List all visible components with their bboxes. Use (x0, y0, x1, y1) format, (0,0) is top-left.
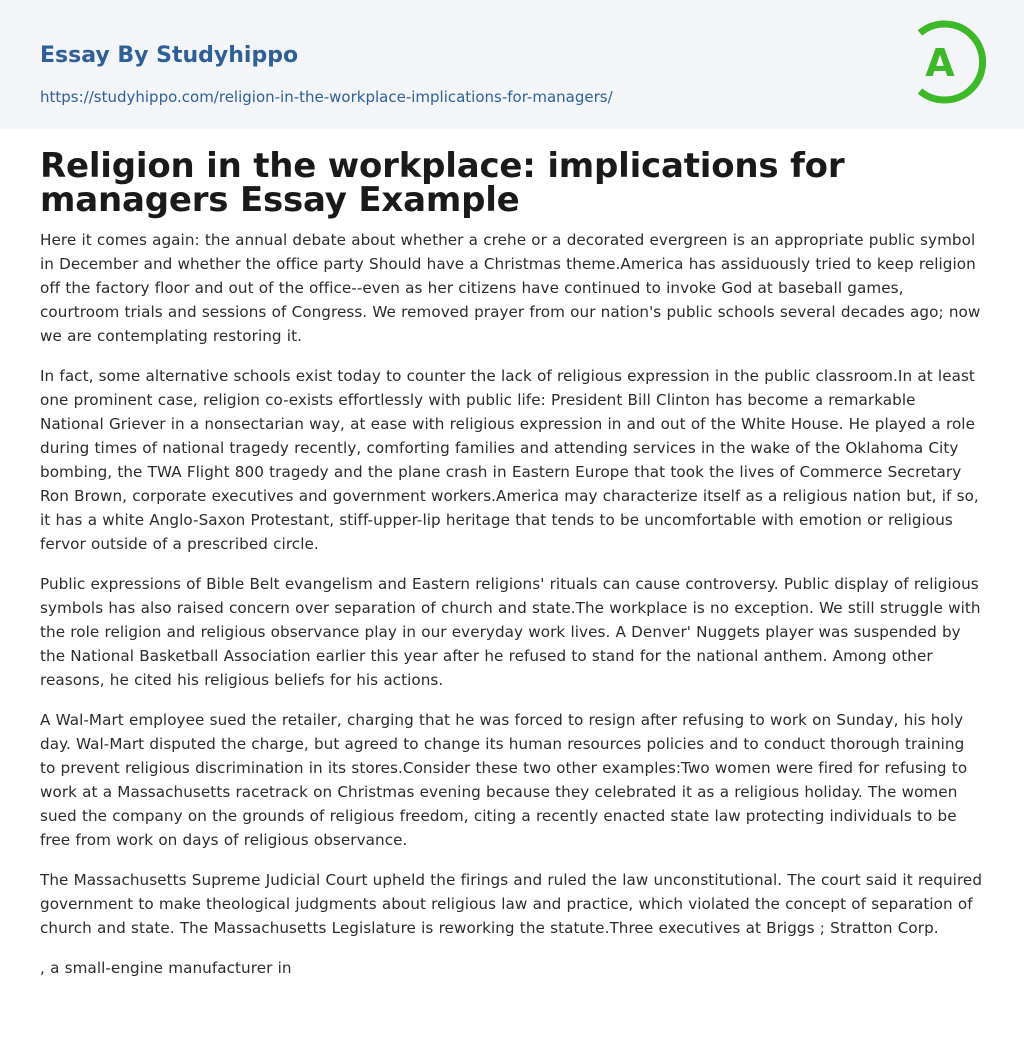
article (0, 129, 1024, 980)
source-url-link[interactable]: https://studyhippo.com/religion-in-the-workplace-implications-for-managers/ (40, 88, 613, 106)
studyhippo-logo-icon[interactable] (912, 18, 988, 106)
site-header (0, 0, 1024, 129)
article-title: Religion in the workplace: implications for managers Essay Example (40, 146, 845, 220)
article-paragraph: In fact, some alternative schools exist today to counter the lack of religious expression in the public classroom.In at least one prominent case, religion co-exists effortlessly with public life: President Bill Clinton has become a remarkable National Griever in a nonsectarian way, at ease with religious expression in and out of the White House. He played a role during times of national tragedy recently, comforting families and attending services in the wake of the Oklahoma City bombing, the TWA Flight 800 tragedy and the plane crash in Eastern Europe that took the lives of Commerce Secretary Ron Brown, corporate executives and government workers.America may characterize itself as a religious nation but, if so, it has a white Anglo-Saxon Protestant, stiff-upper-lip heritage that tends to be uncomfortable with emotion or religious fervor outside of a prescribed circle. (40, 367, 979, 553)
logo-letter: A (925, 41, 955, 85)
site-brand[interactable]: Essay By Studyhippo (40, 43, 299, 68)
article-paragraph: , a small-engine manufacturer in (40, 959, 292, 977)
article-paragraph: Here it comes again: the annual debate about whether a crehe or a decorated evergreen is an appropriate public symbol in December and whether the office party Should have a Christmas theme.America has assiduously tried to keep religion off the factory floor and out of the office--even as her citizens have continued to invoke God at baseball games, courtroom trials and sessions of Congress. We removed prayer from our nation's public schools several decades ago; now we are contemplating restoring it. (40, 231, 981, 345)
article-paragraph: The Massachusetts Supreme Judicial Court upheld the firings and ruled the law unconstitutional. The court said it required government to make theological judgments about religious law and practice, which violated the concept of separation of church and state. The Massachusetts Legislature is reworking the statute.Three executives at Briggs ; Stratton Corp. (40, 871, 983, 937)
article-paragraph: A Wal-Mart employee sued the retailer, charging that he was forced to resign after refusing to work on Sunday, his holy day. Wal-Mart disputed the charge, but agreed to change its human resources policies and to conduct thorough training to prevent religious discrimination in its stores.Consider these two other examples:Two women were fired for refusing to work at a Massachusetts racetrack on Christmas evening because they celebrated it as a religious holiday. The women sued the company on the grounds of religious freedom, citing a recently enacted state law protecting individuals to be free from work on days of religious observance. (40, 711, 968, 849)
article-paragraph: Public expressions of Bible Belt evangelism and Eastern religions' rituals can cause controversy. Public display of religious symbols has also raised concern over separation of church and state.The workplace is no exception. We still struggle with the role religion and religious observance play in our everyday work lives. A Denver' Nuggets player was suspended by the National Basketball Association earlier this year after he refused to stand for the national anthem. Among other reasons, he cited his religious beliefs for his actions. (40, 575, 981, 689)
